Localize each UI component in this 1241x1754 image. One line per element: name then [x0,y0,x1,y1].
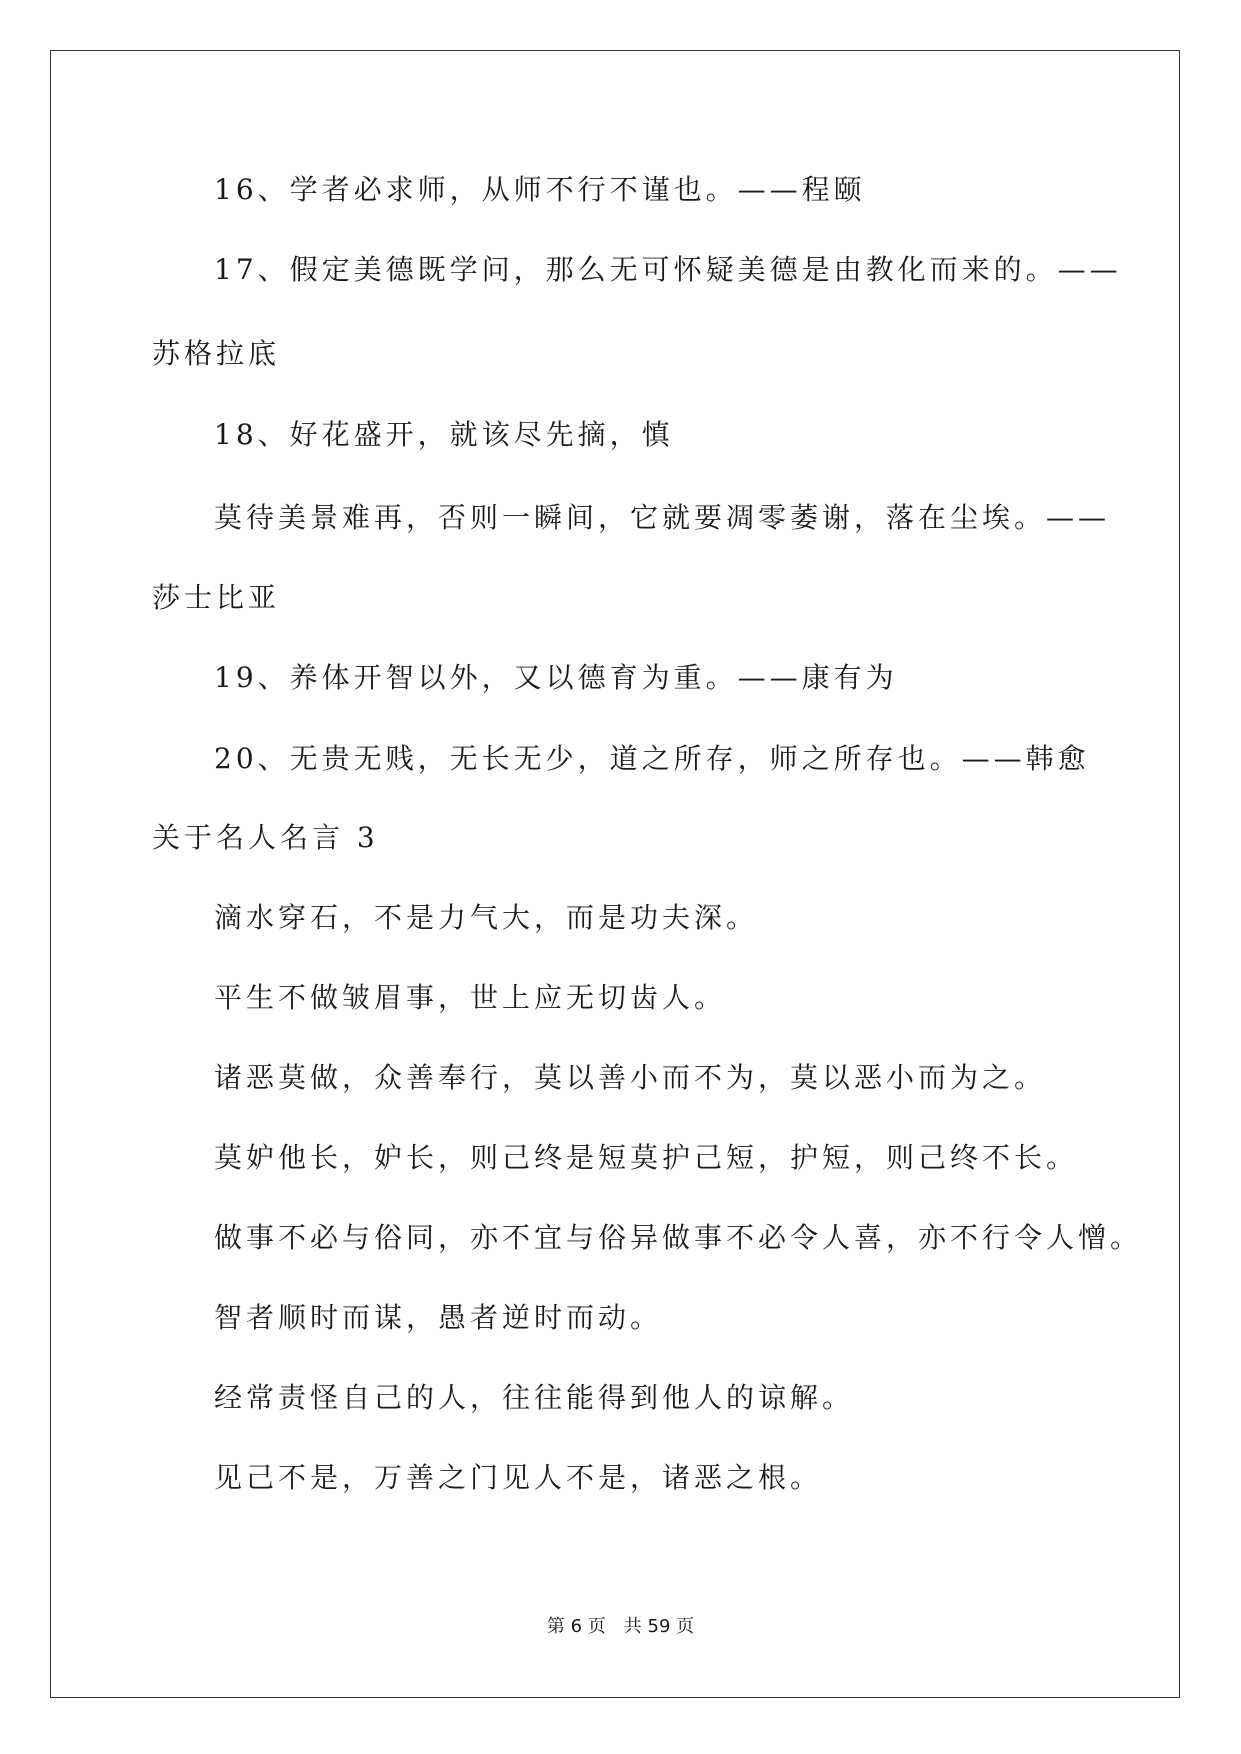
quote-line: 平生不做皱眉事，世上应无切齿人。 [214,981,727,1014]
quote-line-19: 19、养体开智以外，又以德育为重。——康有为 [214,661,898,694]
section-heading: 关于名人名言 3 [152,821,379,854]
quote-line: 滴水穿石，不是力气大，而是功夫深。 [214,901,759,934]
page-border [50,50,1180,1698]
quote-line: 诸恶莫做，众善奉行，莫以善小而不为，莫以恶小而为之。 [214,1061,1047,1094]
quote-line-16: 16、学者必求师，从师不行不谨也。——程颐 [214,173,866,206]
quote-line-20: 20、无贵无贱，无长无少，道之所存，师之所存也。——韩愈 [214,742,1090,775]
quote-line: 见己不是，万善之门见人不是，诸恶之根。 [214,1461,823,1494]
quote-line: 莫妒他长，妒长，则己终是短莫护己短，护短，则己终不长。 [214,1141,1079,1174]
quote-line-17: 17、假定美德既学问，那么无可怀疑美德是由教化而来的。—— [214,253,1122,286]
quote-line: 经常责怪自己的人，往往能得到他人的谅解。 [214,1381,855,1414]
quote-attribution-18: 莎士比亚 [152,581,281,614]
quote-line: 做事不必与俗同，亦不宜与俗异做事不必令人喜，亦不行令人憎。 [214,1221,1143,1254]
page-number: 第 6 页 [546,1616,606,1637]
page-footer [0,1612,1241,1638]
quote-line-18-continued: 莫待美景难再，否则一瞬间，它就要凋零萎谢，落在尘埃。—— [214,501,1111,534]
quote-line-18: 18、好花盛开，就该尽先摘，慎 [214,418,674,451]
quote-attribution-17: 苏格拉底 [152,337,281,370]
quote-line: 智者顺时而谋，愚者逆时而动。 [214,1301,663,1334]
page-total: 共 59 页 [623,1616,695,1637]
